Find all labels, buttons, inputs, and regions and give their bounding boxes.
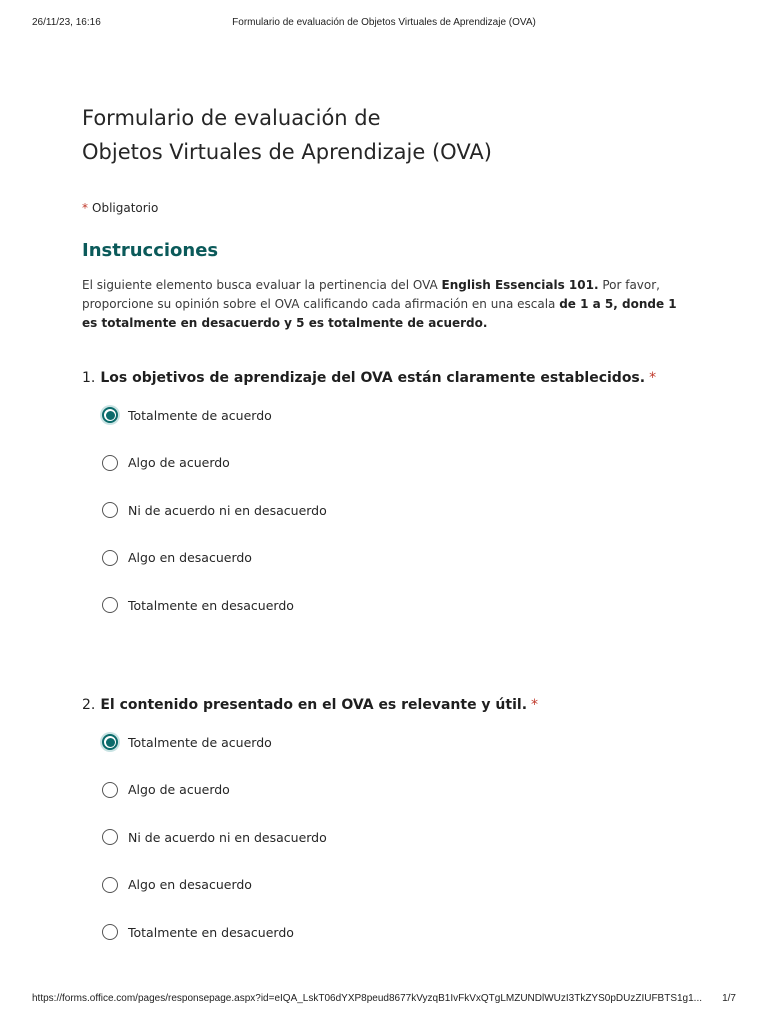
- radio-option-algo-de-acuerdo[interactable]: [102, 779, 702, 801]
- required-note: [82, 201, 158, 215]
- form-title-line2: Objetos Virtuales de Aprendizaje (OVA): [82, 140, 492, 164]
- option-label: Totalmente en desacuerdo: [128, 924, 294, 940]
- question-number: 2.: [82, 697, 96, 713]
- radio-option-algo-en-desacuerdo[interactable]: [102, 874, 702, 896]
- option-label: Totalmente en desacuerdo: [128, 597, 294, 613]
- question-text: El contenido presentado en el OVA es relevante y útil.: [100, 697, 528, 713]
- radio-group: [82, 404, 702, 616]
- instructions-part1: El siguiente elemento busca evaluar la pertinencia del OVA: [82, 278, 442, 292]
- print-header: [32, 17, 736, 31]
- radio-option-totalmente-de-acuerdo[interactable]: [102, 731, 702, 753]
- radio-button[interactable]: [102, 829, 118, 845]
- question-title: [82, 366, 702, 390]
- radio-button[interactable]: [102, 877, 118, 893]
- instructions-part2: Por favor, proporcione su opinión sobre el OVA calificando cada afirmación en una escala: [82, 278, 660, 311]
- question-text: Los objetivos de aprendizaje del OVA están claramente establecidos.: [100, 370, 646, 386]
- required-label: Obligatorio: [92, 201, 159, 215]
- radio-button[interactable]: [102, 550, 118, 566]
- print-doc-title: Formulario de evaluación de Objetos Virtuales de Aprendizaje (OVA): [232, 17, 536, 28]
- required-star: *: [82, 201, 88, 215]
- form-title: [82, 101, 602, 169]
- radio-button[interactable]: [102, 455, 118, 471]
- form-title-line1: Formulario de evaluación de: [82, 106, 381, 130]
- radio-option-algo-de-acuerdo[interactable]: [102, 452, 702, 474]
- instructions-bold2: de 1 a 5, donde 1 es totalmente en desacuerdo y 5 es totalmente de acuerdo.: [82, 297, 677, 330]
- option-label: Algo en desacuerdo: [128, 550, 252, 565]
- radio-option-totalmente-en-desacuerdo[interactable]: [102, 921, 702, 943]
- radio-option-totalmente-en-desacuerdo[interactable]: [102, 594, 702, 616]
- required-star: *: [531, 697, 539, 713]
- option-label: Totalmente de acuerdo: [128, 407, 272, 423]
- option-label: Ni de acuerdo ni en desacuerdo: [128, 829, 327, 845]
- radio-group: [82, 731, 702, 943]
- required-star: *: [649, 370, 657, 386]
- question-1: [82, 366, 702, 642]
- radio-option-neutral[interactable]: [102, 826, 702, 848]
- radio-button[interactable]: [102, 924, 118, 940]
- radio-button-selected[interactable]: [102, 407, 118, 423]
- print-date: 26/11/23, 16:16: [32, 17, 101, 28]
- radio-button[interactable]: [102, 502, 118, 518]
- instructions-bold1: English Essencials 101.: [441, 278, 599, 292]
- radio-button-selected[interactable]: [102, 734, 118, 750]
- option-label: Totalmente de acuerdo: [128, 734, 272, 750]
- radio-option-algo-en-desacuerdo[interactable]: [102, 547, 702, 569]
- question-title: [82, 693, 702, 717]
- radio-option-totalmente-de-acuerdo[interactable]: [102, 404, 702, 426]
- option-label: Algo en desacuerdo: [128, 877, 252, 892]
- print-url: https://forms.office.com/pages/responsepage.aspx?id=eIQA_LskT06dYXP8peud8677kVyzqB1IvFkVxQTgLMZUNDlWUzI3TkZYS0pDUzZIUFBTS1g1...: [32, 993, 703, 1004]
- radio-button[interactable]: [102, 597, 118, 613]
- radio-button[interactable]: [102, 782, 118, 798]
- radio-option-neutral[interactable]: [102, 499, 702, 521]
- page-number: 1/7: [722, 993, 736, 1004]
- question-2: [82, 693, 702, 969]
- print-footer: [32, 993, 736, 1007]
- option-label: Ni de acuerdo ni en desacuerdo: [128, 502, 327, 518]
- instructions-text: [82, 276, 692, 333]
- section-title: Instrucciones: [82, 240, 219, 261]
- question-number: 1.: [82, 370, 96, 386]
- option-label: Algo de acuerdo: [128, 455, 230, 470]
- option-label: Algo de acuerdo: [128, 782, 230, 797]
